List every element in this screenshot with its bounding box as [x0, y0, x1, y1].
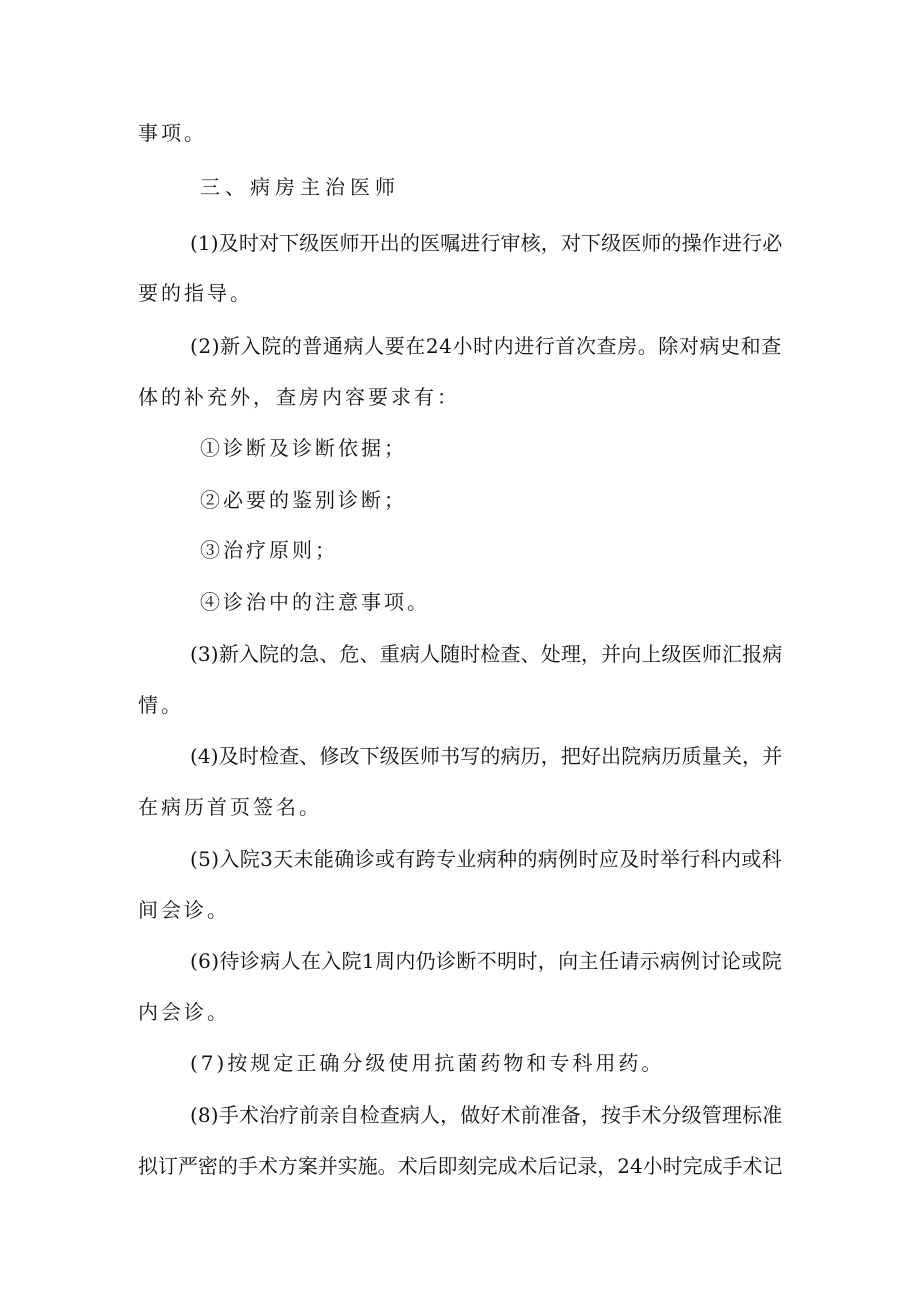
- item-4-line-2: 在病历首页签名。: [138, 795, 322, 819]
- item-5-line-1: (5)入院3天未能确诊或有跨专业病种的病例时应及时举行科内或科: [190, 847, 783, 871]
- item-5-line-2: 间会诊。: [138, 898, 230, 922]
- item-3-line-2: 情。: [138, 693, 184, 717]
- item-6-line-1: (6)待诊病人在入院1周内仍诊断不明时，向主任请示病例讨论或院: [190, 949, 783, 973]
- item-2-line-2: 体的补充外，查房内容要求有：: [138, 385, 460, 409]
- subitem-1: ①诊断及诊断依据；: [200, 436, 407, 460]
- subitem-4: ④诊治中的注意事项。: [200, 590, 430, 614]
- section-heading: 三、病房主治医师: [200, 175, 400, 199]
- item-1-line-1: (1)及时对下级医师开出的医嘱进行审核，对下级医师的操作进行必: [190, 231, 783, 255]
- continuation-line: 事项。: [138, 121, 207, 145]
- subitem-3: ③治疗原则；: [200, 538, 338, 562]
- item-3-line-1: (3)新入院的急、危、重病人随时检查、处理，并向上级医师汇报病: [190, 642, 783, 666]
- subitem-2: ②必要的鉴别诊断；: [200, 488, 407, 512]
- item-4-line-1: (4)及时检查、修改下级医师书写的病历，把好出院病历质量关，并: [190, 744, 783, 768]
- item-6-line-2: 内会诊。: [138, 1000, 230, 1024]
- item-7-line-1: (7)按规定正确分级使用抗菌药物和专科用药。: [190, 1051, 665, 1075]
- item-1-line-2: 要的指导。: [138, 281, 253, 305]
- item-8-line-2: 拟订严密的手术方案并实施。术后即刻完成术后记录，24小时完成手术记: [138, 1154, 783, 1178]
- item-8-line-1: (8)手术治疗前亲自检查病人，做好术前准备，按手术分级管理标准: [190, 1103, 783, 1127]
- item-2-line-1: (2)新入院的普通病人要在24小时内进行首次查房。除对病史和查: [190, 334, 782, 358]
